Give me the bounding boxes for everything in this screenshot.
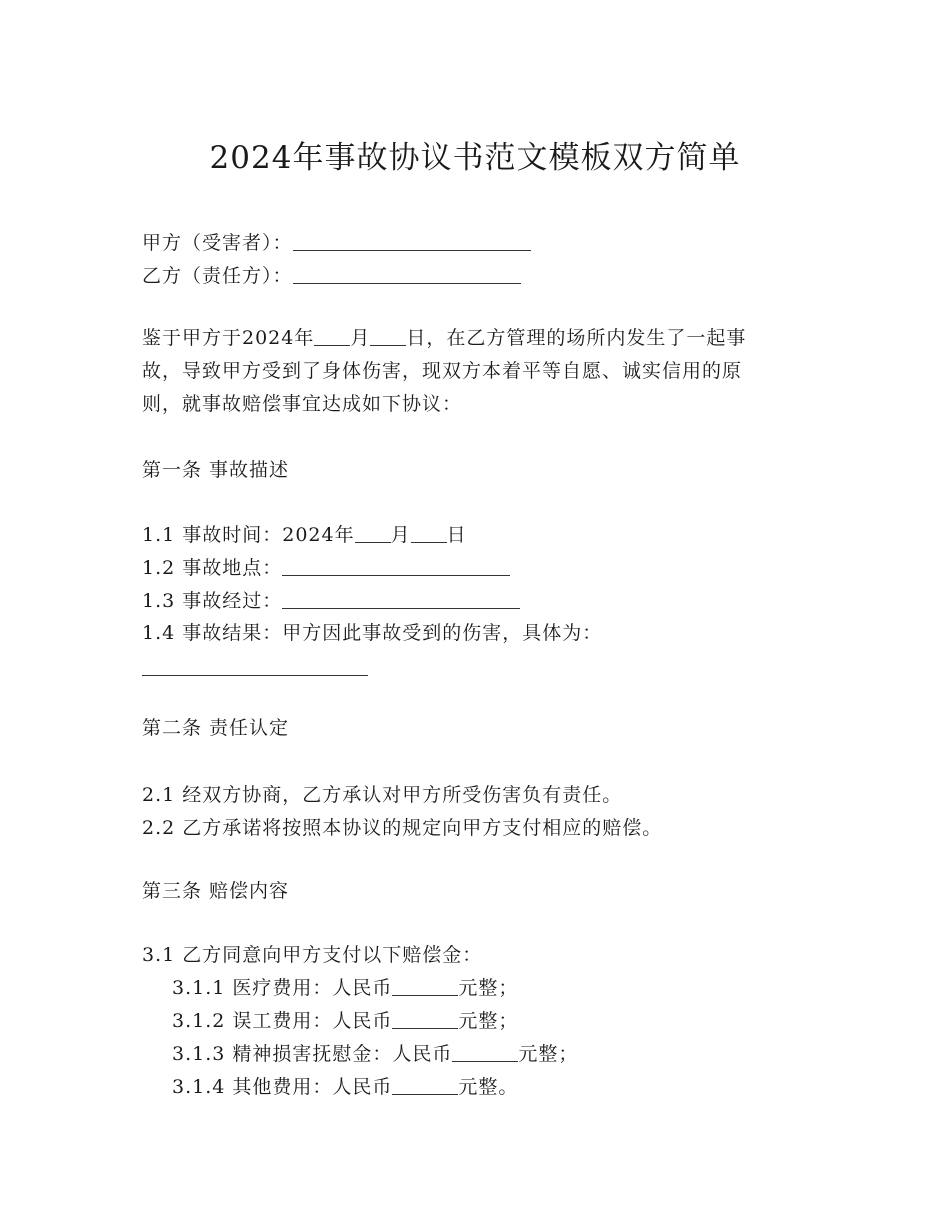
accident-time-label: 1.1 事故时间：2024年 bbox=[142, 524, 355, 546]
intro-line-2: 故，导致甲方受到了身体伤害，现双方本着平等自愿、诚实信用的原 bbox=[142, 360, 743, 382]
accident-time-text: 月 bbox=[390, 524, 411, 546]
other-fee-unit: 元整。 bbox=[458, 1076, 519, 1098]
other-fee bbox=[172, 1073, 518, 1101]
month-blank bbox=[355, 522, 391, 543]
accident-time bbox=[142, 521, 467, 549]
medical-fee bbox=[172, 974, 518, 1002]
compensation-item-1: 3.1 乙方同意向甲方支付以下赔偿金： bbox=[142, 944, 483, 966]
intro-line-1 bbox=[142, 324, 746, 352]
mental-damage-fee bbox=[172, 1040, 578, 1068]
result-blank bbox=[142, 675, 368, 676]
accident-place-label: 1.2 事故地点： bbox=[142, 557, 283, 579]
medical-fee-unit: 元整； bbox=[458, 977, 519, 999]
mental-damage-fee-label: 3.1.3 精神损害抚慰金：人民币 bbox=[172, 1043, 453, 1065]
party-a-line bbox=[142, 229, 531, 257]
article-3-heading: 第三条 赔偿内容 bbox=[142, 880, 290, 902]
day-blank bbox=[411, 522, 447, 543]
amount-blank bbox=[452, 1041, 518, 1062]
mental-damage-fee-unit: 元整； bbox=[518, 1043, 579, 1065]
process-blank bbox=[282, 588, 520, 609]
article-1-heading: 第一条 事故描述 bbox=[142, 459, 290, 481]
amount-blank bbox=[392, 1008, 458, 1029]
accident-process bbox=[142, 587, 520, 615]
amount-blank bbox=[392, 975, 458, 996]
day-blank bbox=[370, 325, 406, 346]
party-b-line bbox=[142, 262, 521, 290]
intro-text: 月 bbox=[350, 327, 371, 349]
lost-work-fee bbox=[172, 1007, 518, 1035]
party-b-blank bbox=[293, 263, 521, 284]
lost-work-fee-label: 3.1.2 误工费用：人民币 bbox=[172, 1010, 393, 1032]
medical-fee-label: 3.1.1 医疗费用：人民币 bbox=[172, 977, 393, 999]
responsibility-item-1: 2.1 经双方协商，乙方承认对甲方所受伤害负有责任。 bbox=[142, 784, 623, 806]
party-a-label: 甲方（受害者）： bbox=[142, 232, 293, 254]
intro-text: 日，在乙方管理的场所内发生了一起事 bbox=[406, 327, 747, 349]
article-2-heading: 第二条 责任认定 bbox=[142, 717, 290, 739]
amount-blank bbox=[392, 1074, 458, 1095]
accident-time-text: 日 bbox=[446, 524, 467, 546]
accident-place bbox=[142, 554, 510, 582]
intro-line-3: 则，就事故赔偿事宜达成如下协议： bbox=[142, 393, 463, 415]
party-b-label: 乙方（责任方）： bbox=[142, 265, 293, 287]
accident-process-label: 1.3 事故经过： bbox=[142, 590, 283, 612]
document-title: 2024年事故协议书范文模板双方简单 bbox=[209, 140, 741, 176]
intro-text: 鉴于甲方于2024年 bbox=[142, 327, 315, 349]
responsibility-item-2: 2.2 乙方承诺将按照本协议的规定向甲方支付相应的赔偿。 bbox=[142, 817, 663, 839]
place-blank bbox=[282, 555, 510, 576]
party-a-blank bbox=[293, 230, 531, 251]
other-fee-label: 3.1.4 其他费用：人民币 bbox=[172, 1076, 393, 1098]
lost-work-fee-unit: 元整； bbox=[458, 1010, 519, 1032]
month-blank bbox=[314, 325, 350, 346]
accident-result: 1.4 事故结果：甲方因此事故受到的伤害，具体为： bbox=[142, 622, 603, 644]
